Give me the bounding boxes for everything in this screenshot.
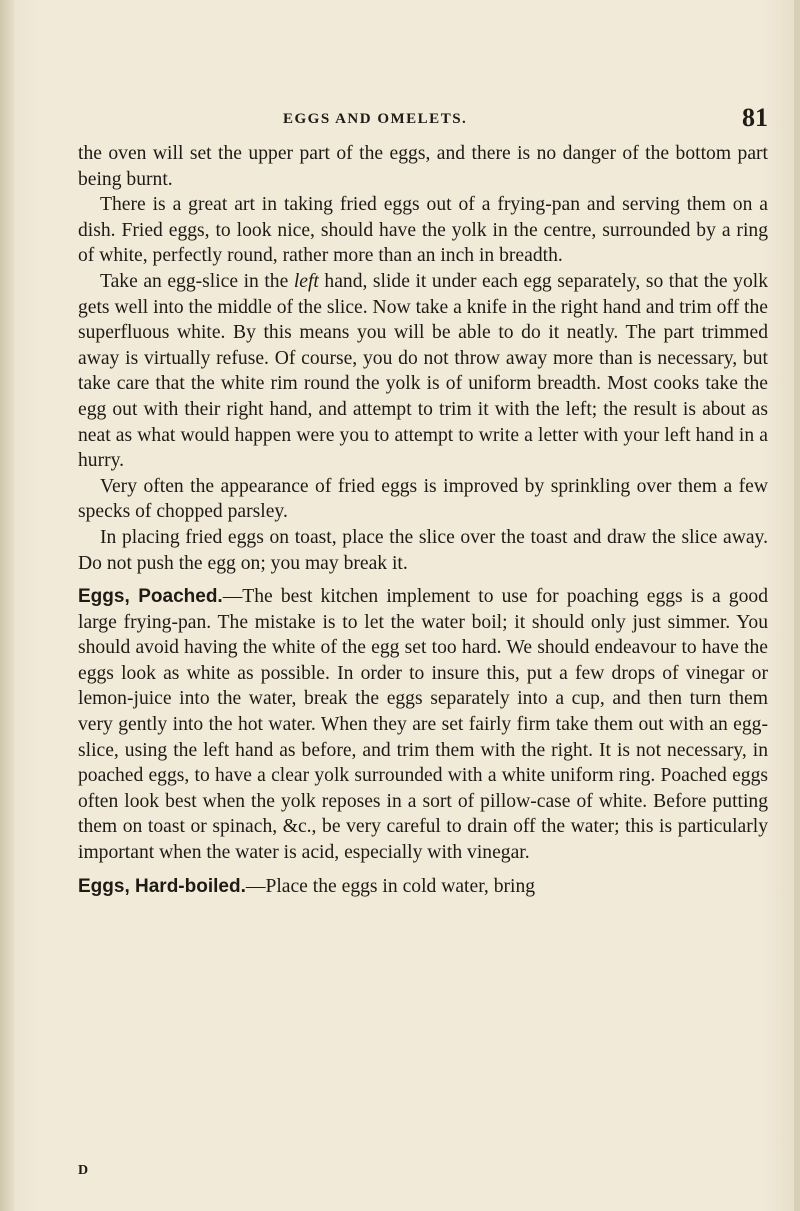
paragraph-egg-slice [78,269,768,474]
body-text [78,141,768,899]
paragraph-toast: In placing fried eggs on toast, place the slice over the toast and draw the slice away. Do not push the egg on; you may break it. [78,526,768,574]
emphasis-left: left [293,270,319,292]
page-number: 81 [742,103,768,132]
paragraph-text: Take an egg-slice in the [100,270,294,292]
page-gutter-shadow [0,0,14,1211]
section-eggs-hard-boiled [78,874,768,900]
section-heading: Eggs, Hard-boiled. [78,875,246,897]
section-eggs-poached [78,584,768,866]
paragraph-parsley: Very often the appearance of fried eggs is improved by sprinkling over them a few specks of chopped parsley. [78,475,768,523]
page-edge [794,0,800,1211]
paragraph-continuation: the oven will set the upper part of the eggs, and there is no danger of the bottom part being burnt. [78,143,768,190]
running-head: EGGS AND OMELETS. [283,111,468,127]
section-text: —The best kitchen implement to use for poaching eggs is a good large frying-pan. The mistake is to let the water boil; it should only just simmer. You should avoid having the white of the egg set too hard. We should endeavour to have the eggs look as white as possible. In order to insure this, put a few drops of vinegar or lemon-juice into the water, break the eggs separately into a cup, and then turn them very gently into the hot water. When they are set fairly firm take them out with an egg-slice, using the left hand as before, and trim them with the right. It is not necessary, in poached eggs, to have a clear yolk surrounded with a white uniform ring. Poached eggs often look best when the yolk reposes in a sort of pillow-case of white. Before putting them on toast or spinach, &c., be very careful to drain off the water; this is particularly important when the water is acid, especially with vinegar. [78,586,768,864]
signature-mark: D [78,1163,89,1178]
paragraph-text: hand, slide it under each egg separately, so that the yolk gets well into the middle of the slice. Now take a knife in the right hand and trim off the superfluous white. By this means you will be able to do it neatly. The part trimmed away is virtually refuse. Of course, you do not throw away more than is necessary, but take care that the white rim round the yolk is of uniform breadth. Most cooks take the egg out with their right hand, and attempt to trim it with the left; the result is about as neat as what would happen were you to attempt to write a letter with your left hand in a hurry. [78,270,768,472]
section-text: —Place the eggs in cold water, bring [245,875,536,897]
page-header [78,103,768,137]
section-heading: Eggs, Poached. [78,586,223,608]
paragraph-fried-eggs-art: There is a great art in taking fried eggs out of a frying-pan and serving them on a dish. Fried eggs, to look nice, should have the yolk in the centre, surrounded by a ring of white, perfectly round, rather more than an inch in breadth. [78,194,768,267]
